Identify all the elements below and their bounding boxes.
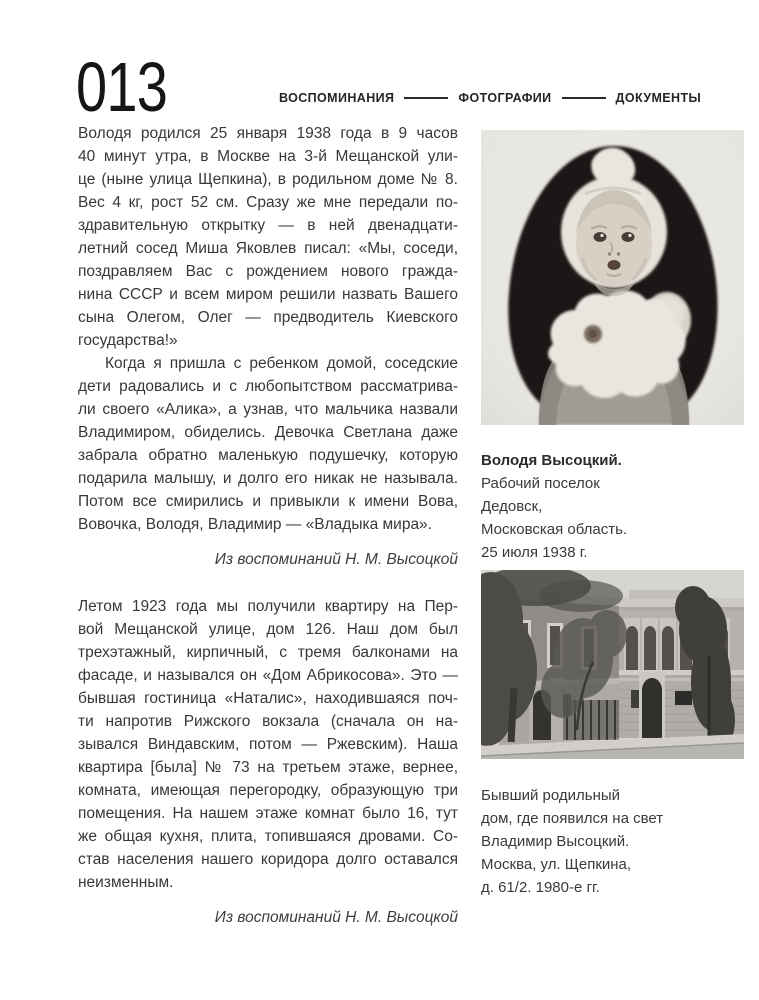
caption-line: Московская область. — [481, 521, 628, 538]
text-line: помещения. На нашем этаже комнат было 16, тут — [78, 805, 458, 822]
nav-divider-line — [562, 97, 606, 99]
text-line: неизменным. — [78, 874, 174, 891]
text-line: здравительную открытку — в ней двенадцати- — [78, 217, 458, 234]
baby-portrait-graphic — [481, 130, 744, 425]
memoir-block — [78, 122, 458, 571]
paragraph — [78, 122, 458, 352]
text-line: Потом все смирились и привыкли к имени Вова, — [78, 493, 458, 510]
text-line: бывшая гостиница «Наталис», находившаяся поч- — [78, 690, 458, 707]
text-line: сына Олегом, Олег — предводитель Киевского — [78, 309, 458, 326]
text-line: поздравляем Вас с рождением нового гражда- — [78, 263, 458, 280]
text-line: це (ныне улица Щепкина), в родильном доме № 8. — [78, 171, 458, 188]
text-line: Летом 1923 года мы получили квартиру на Пер- — [78, 598, 458, 615]
attribution: Из воспоминаний Н. М. Высоцкой — [214, 551, 458, 568]
text-line: летний сосед Миша Яковлев писал: «Мы, соседи, — [78, 240, 458, 257]
caption-baby — [481, 449, 744, 564]
photo-maternity-hospital — [481, 570, 744, 759]
nav-label: ДОКУМЕНТЫ — [615, 91, 702, 105]
text-line: Когда я пришла с ребенком домой, соседские — [105, 355, 458, 372]
attribution: Из воспоминаний Н. М. Высоцкой — [214, 909, 458, 926]
text-line: фасаде, и назывался он «Дом Абрикосова». Это — — [78, 667, 458, 684]
nav-label: ФОТОГРАФИИ — [458, 91, 552, 105]
nav-divider-line — [404, 97, 448, 99]
caption-line: д. 61/2. 1980-е гг. — [481, 879, 600, 896]
text-line: Володя родился 25 января 1938 года в 9 часов — [78, 125, 458, 142]
text-line: трехэтажный, кирпичный, с тремя балконами на — [78, 644, 458, 661]
caption-line: дом, где появился на свет — [481, 810, 664, 827]
caption-line: Рабочий поселок — [481, 475, 600, 492]
memoir-text-column — [78, 122, 458, 929]
text-line: квартира [была] № 73 на третьем этаже, вернее, — [78, 759, 458, 776]
page-number: 013 — [76, 48, 168, 126]
section-nav — [279, 90, 701, 106]
text-line: ли своего «Алика», а узнав, что мальчика назвали — [78, 401, 458, 418]
text-line: Владимиром, обиделись. Девочка Светлана даже — [78, 424, 458, 441]
building-graphic — [481, 570, 744, 759]
text-line: подарила малышу, и долго его никак не называла. — [78, 470, 458, 487]
text-line: 40 минут утра, в Москве на 3-й Мещанской ули- — [78, 148, 458, 165]
caption-line: Дедовск, — [481, 498, 543, 515]
text-line: зывался Виндавским, потом — Ржевским). Наша — [78, 736, 458, 753]
photo-baby-portrait — [481, 130, 744, 425]
text-line: забрала обратно маленькую подушечку, которую — [78, 447, 458, 464]
text-line: став населения нашего коридора долго оставался — [78, 851, 458, 868]
memoir-block — [78, 595, 458, 929]
caption-line: Москва, ул. Щепкина, — [481, 856, 632, 873]
caption-building — [481, 784, 744, 899]
paragraph — [78, 595, 458, 894]
caption-line: Володя Высоцкий. — [481, 452, 622, 469]
text-line: ти напротив Рижского вокзала (сначала он на- — [78, 713, 458, 730]
text-line: вой Мещанской улице, дом 126. Наш дом был — [78, 621, 458, 638]
nav-label: ВОСПОМИНАНИЯ — [279, 91, 395, 105]
caption-line: Бывший родильный — [481, 787, 621, 804]
paragraph — [78, 352, 458, 536]
text-line: Вес 4 кг, рост 52 см. Сразу же мне передали по- — [78, 194, 458, 211]
caption-line: 25 июля 1938 г. — [481, 544, 588, 561]
caption-line: Владимир Высоцкий. — [481, 833, 630, 850]
text-line: же общая кухня, плита, топившаяся дровами. Со- — [78, 828, 458, 845]
text-line: Вовочка, Володя, Владимир — «Владыка мира». — [78, 516, 432, 533]
text-line: нина СССР и всем миром решили назвать Вашего — [78, 286, 458, 303]
text-line: дети радовались и с любопытством рассматрива- — [78, 378, 458, 395]
text-line: государства!» — [78, 332, 178, 349]
text-line: комната, имеющая перегородку, образующую три — [78, 782, 458, 799]
